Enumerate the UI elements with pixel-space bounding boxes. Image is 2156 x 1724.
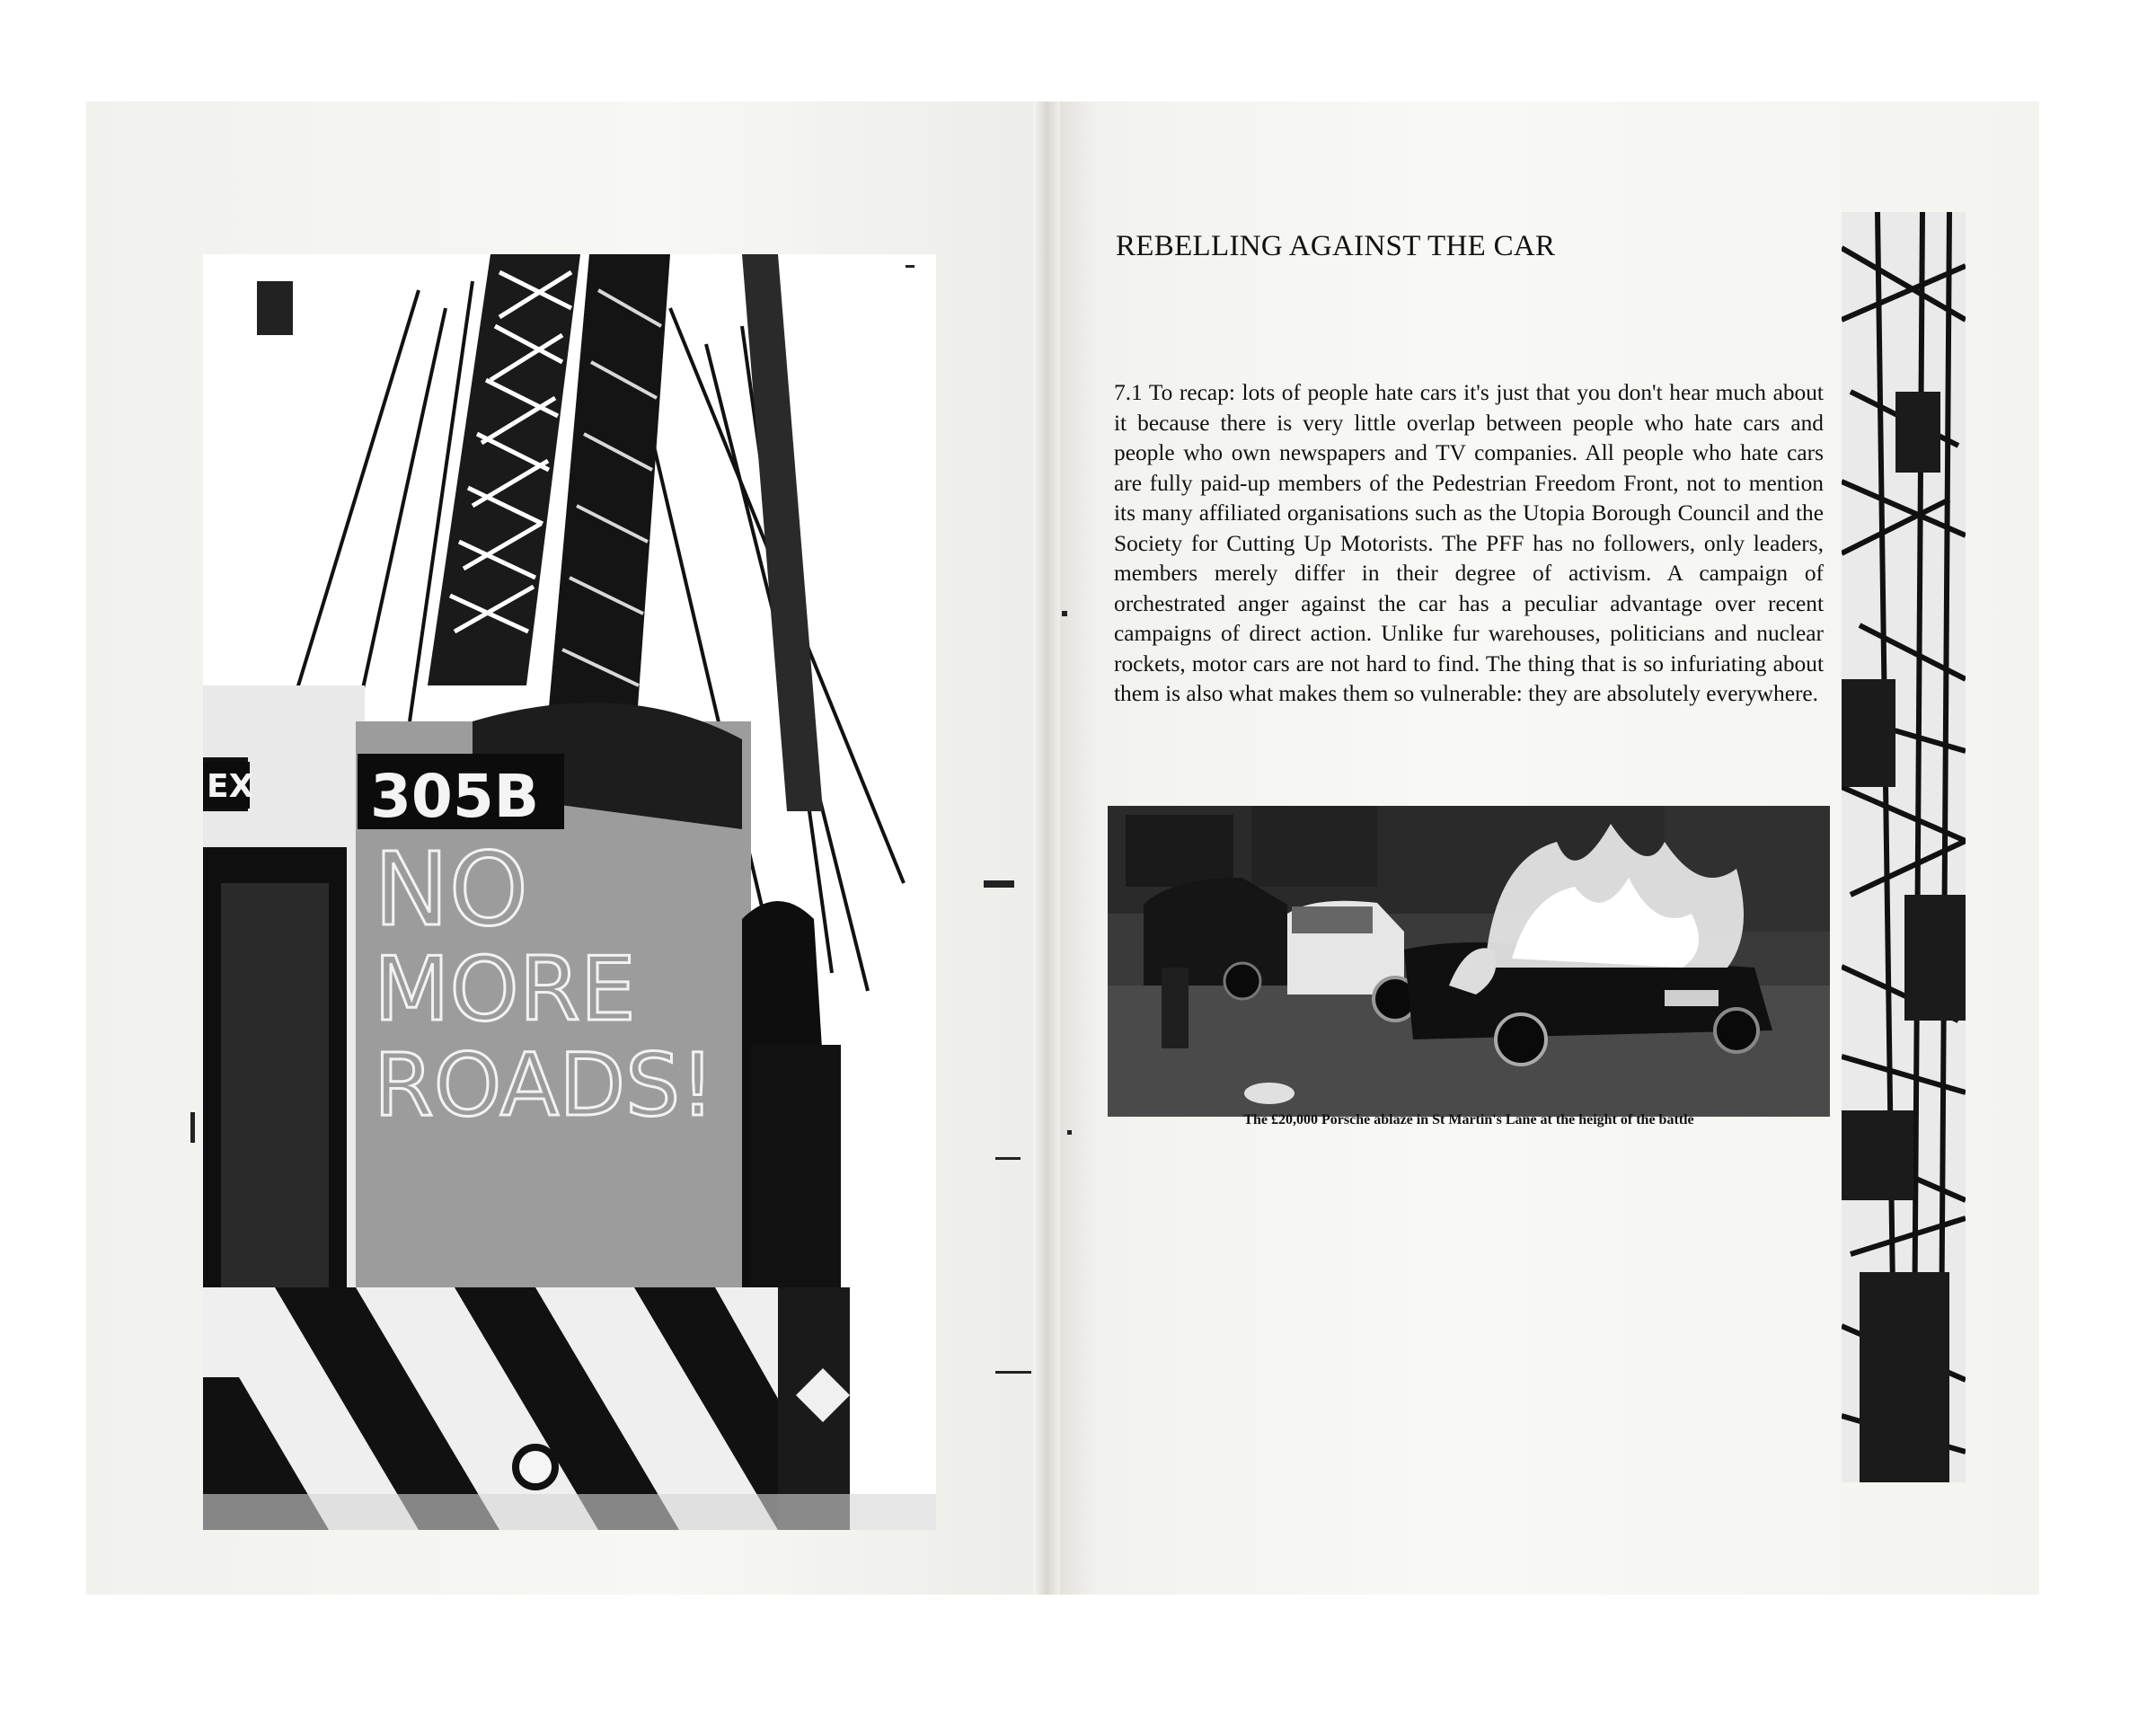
copy-mark (190, 1112, 195, 1143)
edge-strip-graphic (1842, 212, 1966, 1482)
crane-photo-graphic (203, 254, 936, 1530)
copy-mark (906, 265, 915, 268)
graffiti-line-1: NO (374, 832, 528, 949)
graffiti-line-3: ROADS! (374, 1035, 715, 1136)
photo-caption: The £20,000 Porsche ablaze in St Martin's Lane at the height of the battle (1243, 1112, 1694, 1127)
burning-car-photo (1108, 806, 1830, 1117)
brand-fragment: EX (207, 768, 254, 805)
book-gutter (1033, 102, 1060, 1595)
page-title: REBELLING AGAINST THE CAR (1116, 230, 1556, 262)
copy-mark (995, 1371, 1031, 1374)
machine-number: 305B (370, 762, 540, 831)
edge-image-strip (1842, 212, 1966, 1482)
copy-mark (995, 1157, 1021, 1160)
copy-mark (984, 880, 1014, 888)
copy-mark (1067, 1130, 1072, 1135)
burning-car-graphic (1108, 806, 1830, 1117)
crane-photo (203, 254, 936, 1530)
copy-mark (1062, 611, 1067, 616)
graffiti-line-2: MORE (374, 939, 636, 1041)
body-paragraph: 7.1 To recap: lots of people hate cars it's just that you don't hear much about it because there is very little overlap between people who hate cars and people who own newspapers and TV companies. All people who hate cars are fully paid-up members of the Pedestrian Freedom Front, not to mention its many affiliated organisations such as the Utopia Borough Council and the Society for Cutting Up Motorists. The PFF has no followers, only leaders, members merely differ in their degree of activism. A campaign of orchestrated anger against the car has a peculiar advantage over recent campaigns of direct action. Unlike fur warehouses, politicians and nuclear rockets, motor cars are not hard to find. The thing that is so infuriating about them is also what makes them so vulnerable: they are absolutely everywhere. (1114, 380, 1824, 706)
